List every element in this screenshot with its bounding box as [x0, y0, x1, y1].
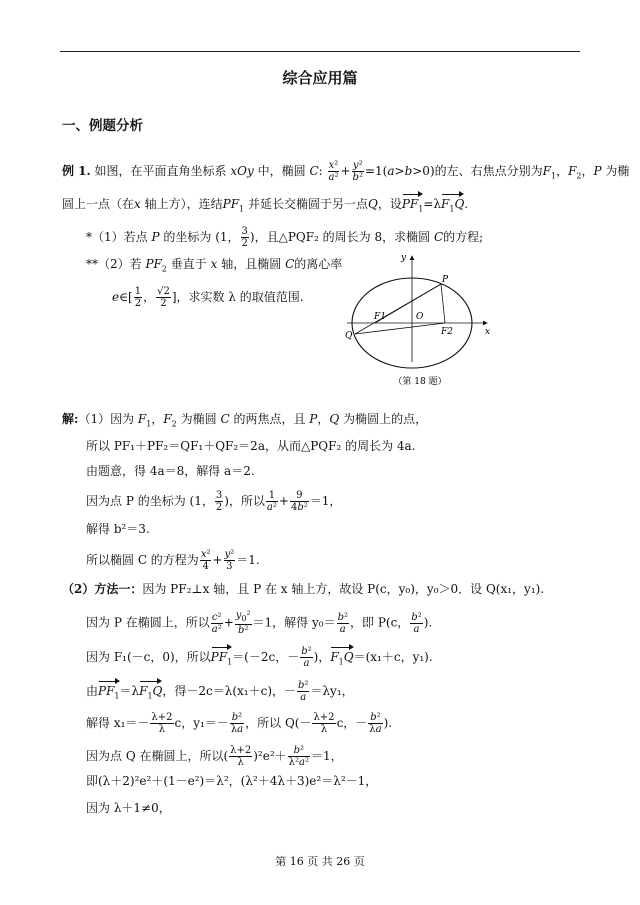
- solution-part2-line1: （2）方法一：因为 PF₂⊥x 轴，且 P 在 x 轴上方，故设 P(c，y₀)，y₀＞0．设 Q(x₁，y₁).: [62, 582, 545, 596]
- solution-part2-line2: 因为 P 在椭圆上，所以 $\frac{\text{c²}}{\text{a²}}$ + $\frac{y_0^2}{\text{b²}}$ ＝1，解得 y₀＝ $\frac{\text{b²}}{a}$ ，即 P(c， $\frac{\text{b²}}{a}$ ).: [86, 610, 433, 636]
- page-footer: 第 16 页 共 26 页: [275, 855, 365, 868]
- problem-part-2-range: e∈[ $\frac{1}{2}$ ， $\frac{√2}{2}$ ]，求实数 λ 的取值范围.: [112, 286, 304, 309]
- solution-part1-line6: 所以椭圆 C 的方程为 $\frac{\text{x²}}{4}$ + $\frac{\text{y²}}{3}$ ＝1.: [86, 549, 260, 572]
- solution-part1-line2: 所以 PF₁＋PF₂＝QF₁＋QF₂＝2a，从而△PQF₂ 的周长为 4a.: [86, 439, 416, 453]
- figure-caption: （第 18 题）: [393, 377, 447, 387]
- segment-q-p: [355, 284, 441, 334]
- label-y: y: [401, 253, 407, 263]
- label-p: P: [442, 275, 449, 285]
- problem-line-1: 例 1. 如图，在平面直角坐标系 xOy 中，椭圆 C: $\frac{\text{x²}}{\text{a²}}$ + $\frac{\text{y²}}{\text{b²}}$ =1(a>b>0)的左、右焦点分别为$F_1$，$F_2$，P 为椭: [62, 160, 630, 183]
- solution-part2-line4: 由$PF_1=\lambda F_1Q$，得－2c＝λ(x₁＋c)，－ $\frac{\text{b²}}{a}$ ＝λy₁，: [86, 680, 354, 703]
- label-f1: F1: [374, 312, 386, 322]
- label-o: O: [416, 312, 424, 322]
- solution-part1-line4: 因为点 P 的坐标为 (1， $\frac{3}{2}$ )，所以 $\frac{1}{\text{a²}}$ + $\frac{9}{\text{4b²}}$ ＝1，: [86, 490, 342, 513]
- solution-part2-line8: 因为 λ＋1≠0，: [86, 801, 171, 815]
- section-heading: 一、例题分析: [62, 118, 143, 134]
- problem-part-2: **（2）若 $PF_2$ 垂直于 x 轴，且椭圆 C的离心率: [86, 257, 343, 274]
- ellipse-figure: [345, 250, 495, 390]
- solution-part2-line7: 即(λ＋2)²e²＋(1－e²)＝λ²，(λ²＋4λ＋3)e²＝λ²－1，: [86, 774, 378, 788]
- solution-part2-line6: 因为点 Q 在椭圆上，所以( $\frac{\lambda+2}{\lambda}$ )²e²＋ $\frac{\text{b²}}{\text{λ²a²}}$ ＝1，: [86, 745, 343, 768]
- segment-p-f2: [441, 284, 445, 323]
- label-x: x: [485, 327, 491, 337]
- solution-part1-line5: 解得 b²＝3.: [86, 522, 150, 536]
- solution-part2-line3: 因为 F₁(－c，0)，所以$PF_1=(-2c$，－ $\frac{\text{b²}}{a}$ )，$F_1Q=(x_1+c$，y₁).: [86, 646, 433, 669]
- solution-part1-line3: 由题意，得 4a＝8，解得 a＝2.: [86, 464, 255, 478]
- solution-label: 解:: [62, 412, 79, 426]
- header-rule: [60, 51, 580, 52]
- solution-part1-intro: 解:（1）因为 $F_1$，$F_2$ 为椭圆 C 的两焦点，且 P，Q 为椭圆上的点，: [62, 412, 428, 429]
- label-f2: F2: [441, 327, 453, 337]
- problem-part-1: *（1）若点 P 的坐标为 (1， $\frac{3}{2}$ )，且△PQF₂ 的周长为 8，求椭圆 C的方程;: [86, 226, 484, 249]
- ellipse-diagram: [345, 250, 495, 390]
- solution-part2-line5: 解得 x₁＝－ $\frac{\lambda+2}{\lambda}$ c，y₁＝－ $\frac{\text{b²}}{\lambda a}$ ，所以 Q(－ $\frac{\lambda+2}{\lambda}$ c，－ $\frac{\text{b²}}{\lambda a}$ ).: [86, 712, 393, 735]
- example-label: 例 1.: [62, 164, 91, 178]
- page-title: 综合应用篇: [282, 69, 358, 87]
- label-q: Q: [345, 331, 353, 341]
- segment-q-f2: [355, 323, 445, 334]
- problem-line-2: 圆上一点（在x 轴上方），连结$PF_1$ 并延长交椭圆于另一点Q，设$PF_1=\lambda F_1Q$.: [62, 192, 468, 217]
